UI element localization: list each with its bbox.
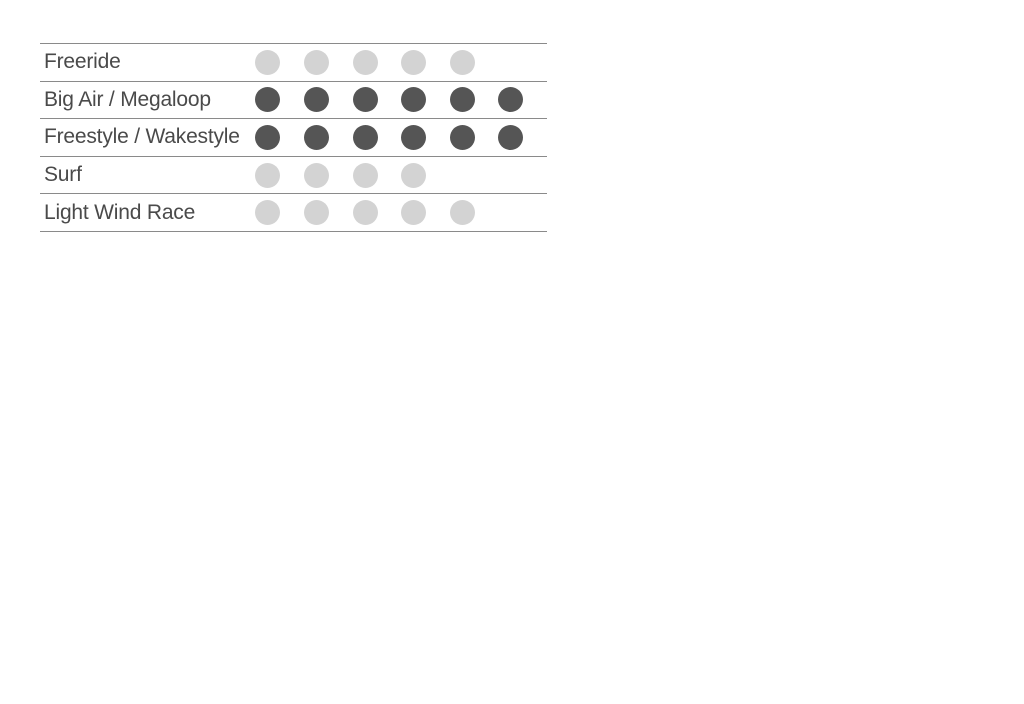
rating-dot-filled	[255, 163, 280, 188]
rating-dots	[255, 200, 547, 225]
discipline-label: Freestyle / Wakestyle	[44, 125, 240, 149]
rating-dot-filled	[304, 200, 329, 225]
rating-dot-filled	[304, 87, 329, 112]
rating-row	[40, 44, 547, 82]
rating-dot-filled	[498, 125, 523, 150]
rating-dot-filled	[450, 87, 475, 112]
rating-row	[40, 119, 547, 157]
discipline-rating-table	[40, 43, 547, 232]
rating-dots	[255, 87, 547, 112]
rating-dot-filled	[498, 87, 523, 112]
discipline-label: Freeride	[44, 50, 121, 74]
rating-dot-filled	[255, 87, 280, 112]
rating-dot-filled	[353, 125, 378, 150]
rating-dot-filled	[450, 125, 475, 150]
rating-dot-filled	[255, 125, 280, 150]
rating-dot-filled	[401, 163, 426, 188]
rating-dots	[255, 125, 547, 150]
discipline-label: Light Wind Race	[44, 200, 196, 224]
rating-dot-filled	[401, 200, 426, 225]
rating-row	[40, 157, 547, 195]
rating-dots	[255, 50, 547, 75]
rating-dot-filled	[255, 50, 280, 75]
rating-row	[40, 82, 547, 120]
rating-dot-filled	[353, 50, 378, 75]
rating-dot-filled	[353, 200, 378, 225]
rating-dot-filled	[304, 125, 329, 150]
rating-dot-filled	[401, 50, 426, 75]
rating-dot-filled	[401, 87, 426, 112]
rating-dot-filled	[255, 200, 280, 225]
rating-dots	[255, 163, 547, 188]
rating-dot-filled	[304, 50, 329, 75]
rating-row	[40, 194, 547, 232]
discipline-label: Surf	[44, 163, 82, 187]
rating-dot-filled	[450, 200, 475, 225]
rating-dot-filled	[450, 50, 475, 75]
rating-dot-filled	[304, 163, 329, 188]
discipline-label: Big Air / Megaloop	[44, 87, 211, 111]
rating-dot-filled	[353, 87, 378, 112]
rating-dot-filled	[401, 125, 426, 150]
rating-dot-filled	[353, 163, 378, 188]
